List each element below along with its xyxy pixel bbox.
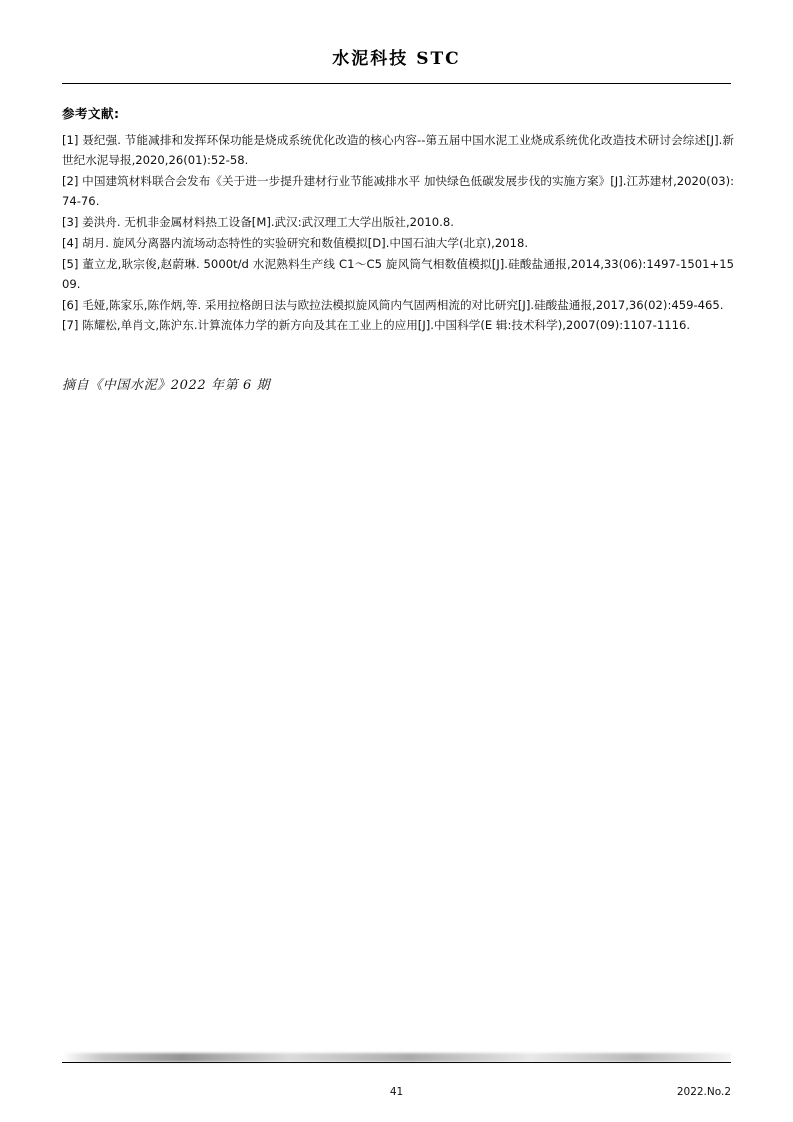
reference-item: [5] 董立龙,耿宗俊,赵蔚琳. 5000t/d 水泥熟料生产线 C1～C5 旋风筒气相数值模拟[J].硅酸盐通报,2014,33(06):1497-1501+1509. xyxy=(62,256,734,291)
page-header xyxy=(62,44,731,69)
reference-item: [6] 毛娅,陈家乐,陈作炳,等. 采用拉格朗日法与欧拉法模拟旋风筒内气固两相流的对比研究[J].硅酸盐通报,2017,36(02):459-465. xyxy=(62,297,724,312)
references-section xyxy=(62,104,734,406)
references-heading: 参考文献: xyxy=(62,106,120,121)
reference-item: [7] 陈耀松,单肖文,陈沪东.计算流体力学的新方向及其在工业上的应用[J].中国科学(E 辑:技术科学),2007(09):1107-1116. xyxy=(62,318,691,333)
source-note: 摘自《中国水泥》2022 年第 6 期 xyxy=(62,378,271,394)
header-divider xyxy=(62,83,731,84)
reference-item: [4] 胡月. 旋风分离器内流场动态特性的实验研究和数值模拟[D].中国石油大学(北京),2018. xyxy=(62,235,529,250)
page-number: 41 xyxy=(389,1086,404,1098)
reference-item: [2] 中国建筑材料联合会发布《关于进一步提升建材行业节能减排水平 加快绿色低碳发展步伐的实施方案》[J].江苏建材,2020(03):74-76. xyxy=(62,173,734,208)
reference-item: [3] 姜洪舟. 无机非金属材料热工设备[M].武汉:武汉理工大学出版社,2010.8. xyxy=(62,214,454,229)
issue-label: 2022.No.2 xyxy=(676,1086,731,1098)
footer-smudge-artifact xyxy=(62,1053,731,1062)
footer-divider xyxy=(62,1062,731,1063)
reference-item: [1] 聂纪强. 节能减排和发挥环保功能是烧成系统优化改造的核心内容--第五届中国水泥工业烧成系统优化改造技术研讨会综述[J].新世纪水泥导报,2020,26(01):52-58. xyxy=(62,133,734,167)
header-title: 水泥科技 STC xyxy=(332,49,461,69)
